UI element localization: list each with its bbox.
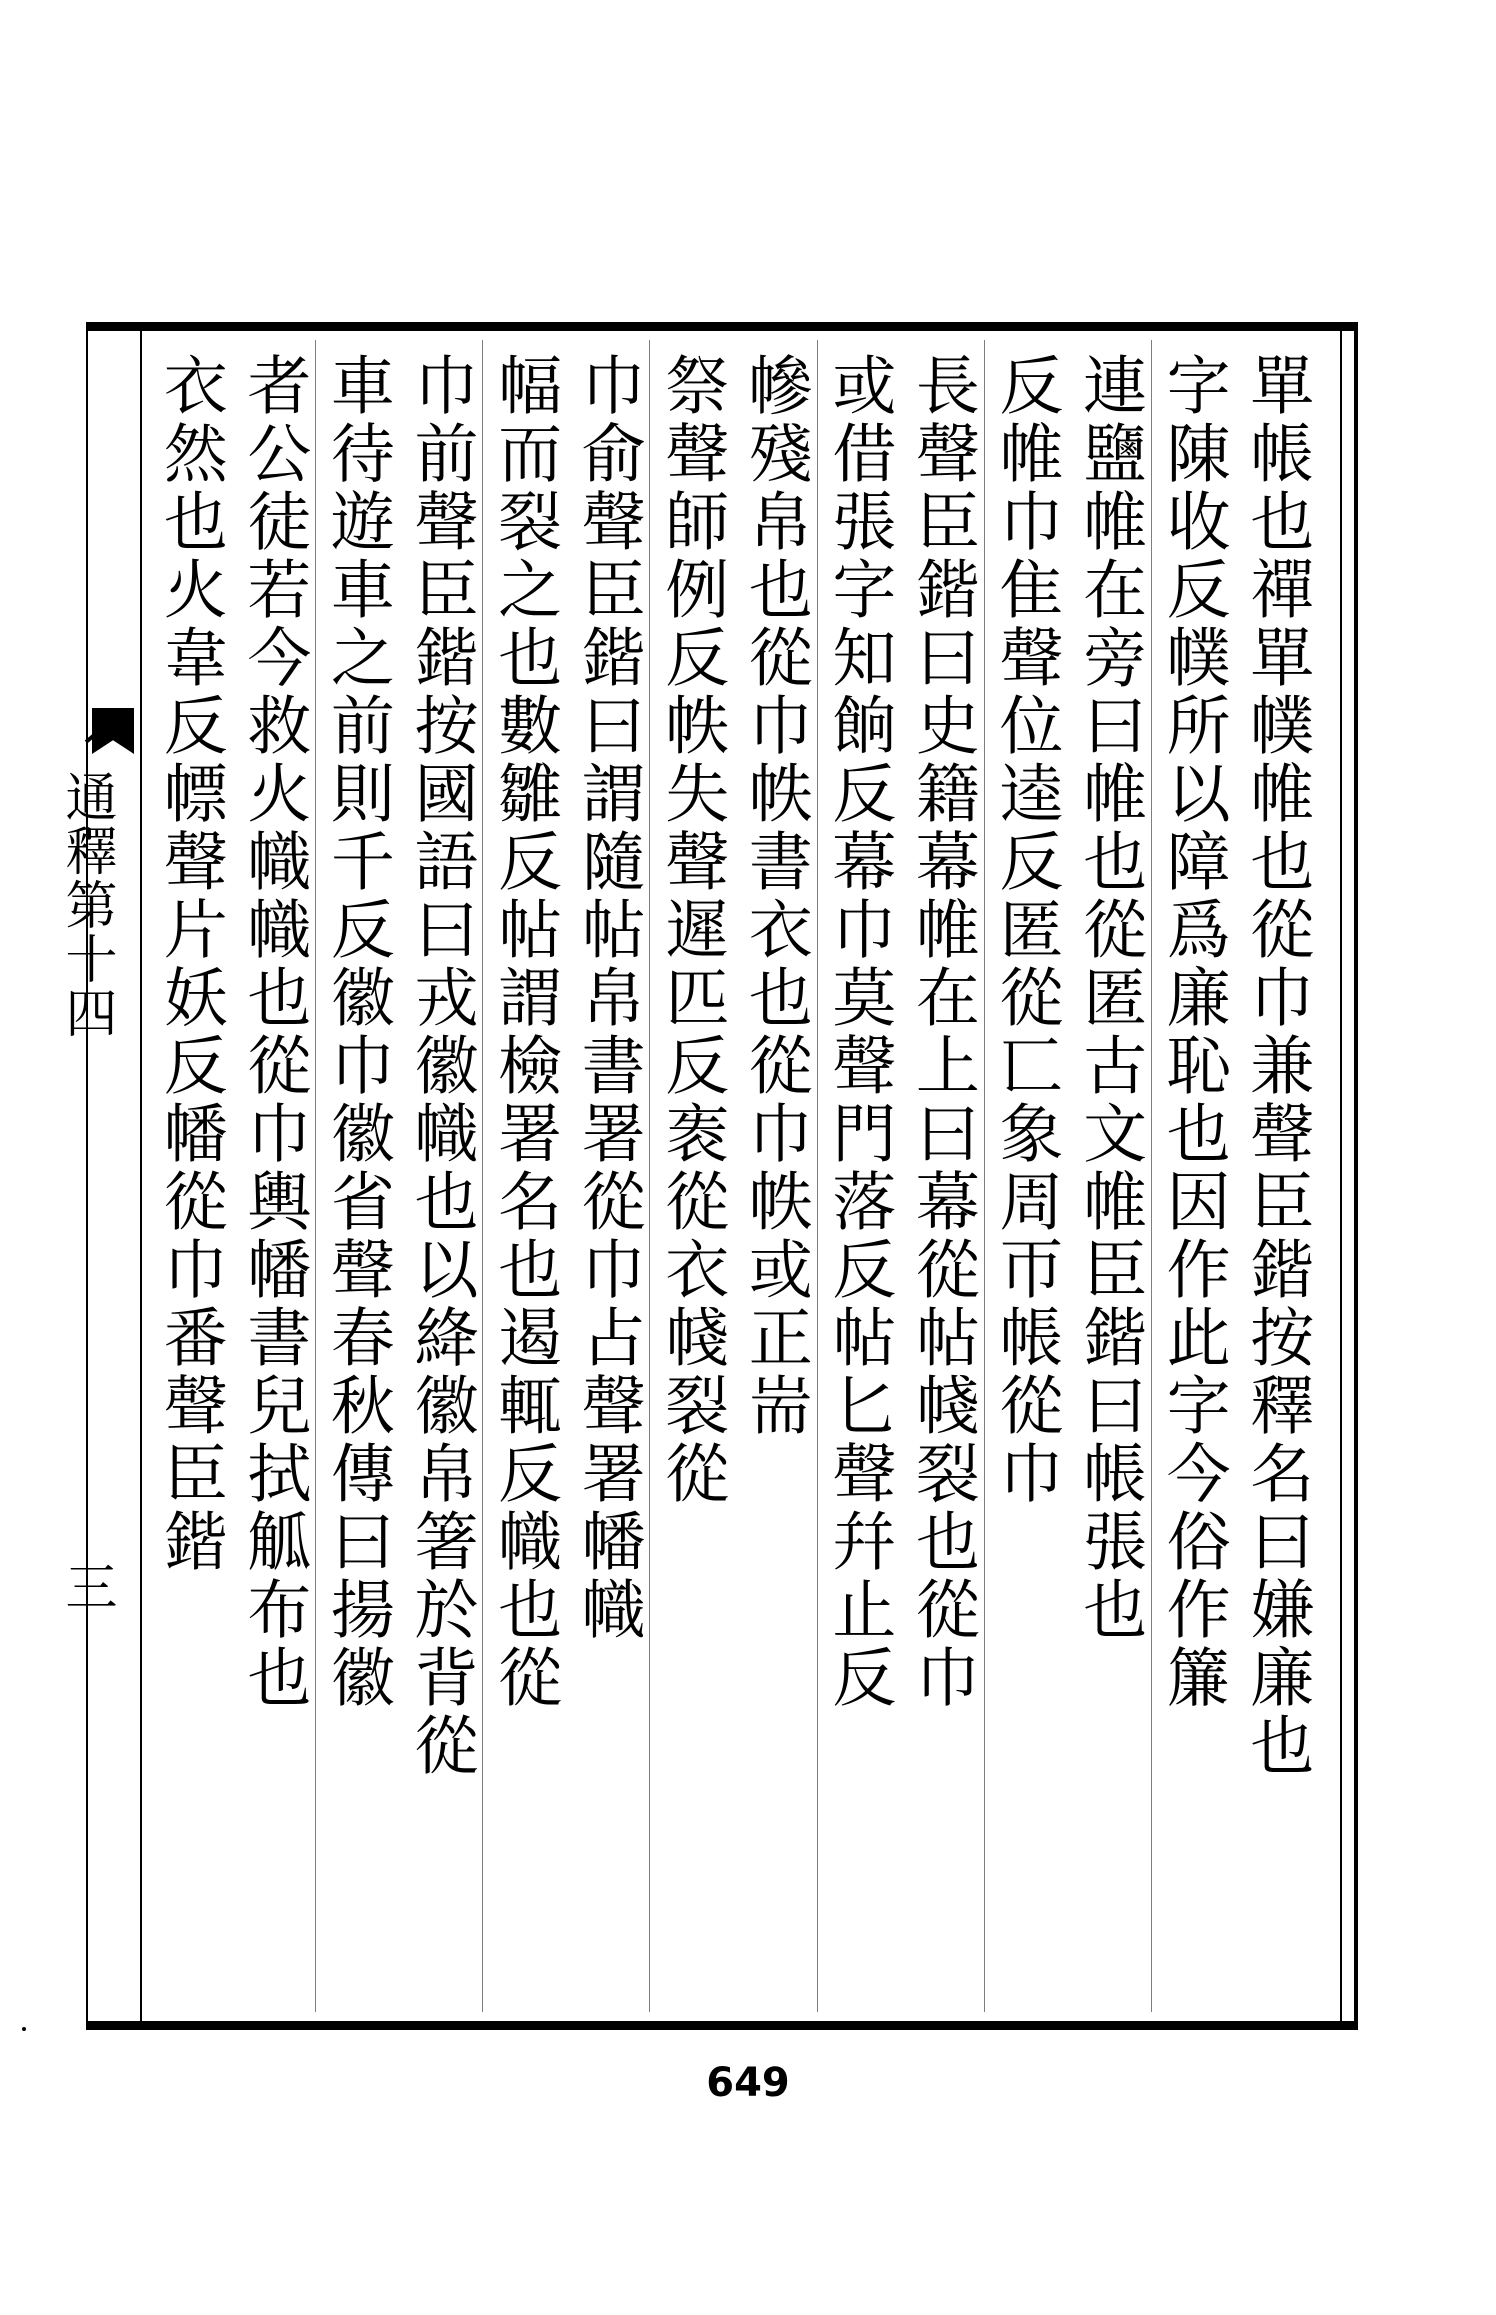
text-column: 衣然也火韋反幖聲片妖反幡從巾番聲臣鍇 [152,352,227,1576]
text-column: 幅而裂之也數雛反帖謂檢署名也遏輒反幟也從 [487,352,562,1712]
text-column: 反帷巾隹聲位逵反匿從匸象周帀帳從巾 [988,352,1063,1508]
margin-title: 通釋第十四 [56,770,116,1040]
right-inner-rule [1340,331,1342,2021]
text-column: 單帳也禪單幞帷也從巾兼聲臣鍇按釋名曰嫌廉也 [1239,352,1314,1780]
text-column: 連鹽帷在旁曰帷也從匿古文帷臣鍇曰帳張也 [1072,352,1147,1644]
text-column: 或借張字知餉反幕巾莫聲門落反帖匕聲幷止反 [821,352,896,1712]
text-column: 巾前聲臣鍇按國語曰戎徽幟也以絳徽帛箸於背從 [403,352,478,1780]
text-column: 字陳收反幞所以障爲廉恥也因作此字今俗作簾 [1155,352,1230,1712]
text-column: 巾俞聲臣鍇曰謂隨帖帛書署從巾占聲署幡幟 [570,352,645,1644]
left-inner-rule [140,331,142,2021]
stray-dot [22,2027,26,2031]
text-column: 祭聲師例反帙失聲遲匹反袠從衣帴裂從 [654,352,729,1508]
text-column: 幓殘帛也從巾帙書衣也從巾帙或正耑 [737,352,812,1440]
text-column: 車待遊車之前則千反徽巾徽省聲春秋傳曰揚徽 [319,352,394,1712]
leaf-number: 三 [56,1560,116,1612]
page-number: 649 [706,2060,790,2106]
text-column: 者公徒若今救火幟幟也從巾輿幡書兒拭觚布也 [236,352,311,1712]
margin-strip [52,322,116,2030]
text-column: 長聲臣鍇曰史籍幕帷在上曰幕從帖帴裂也從巾 [904,352,979,1712]
